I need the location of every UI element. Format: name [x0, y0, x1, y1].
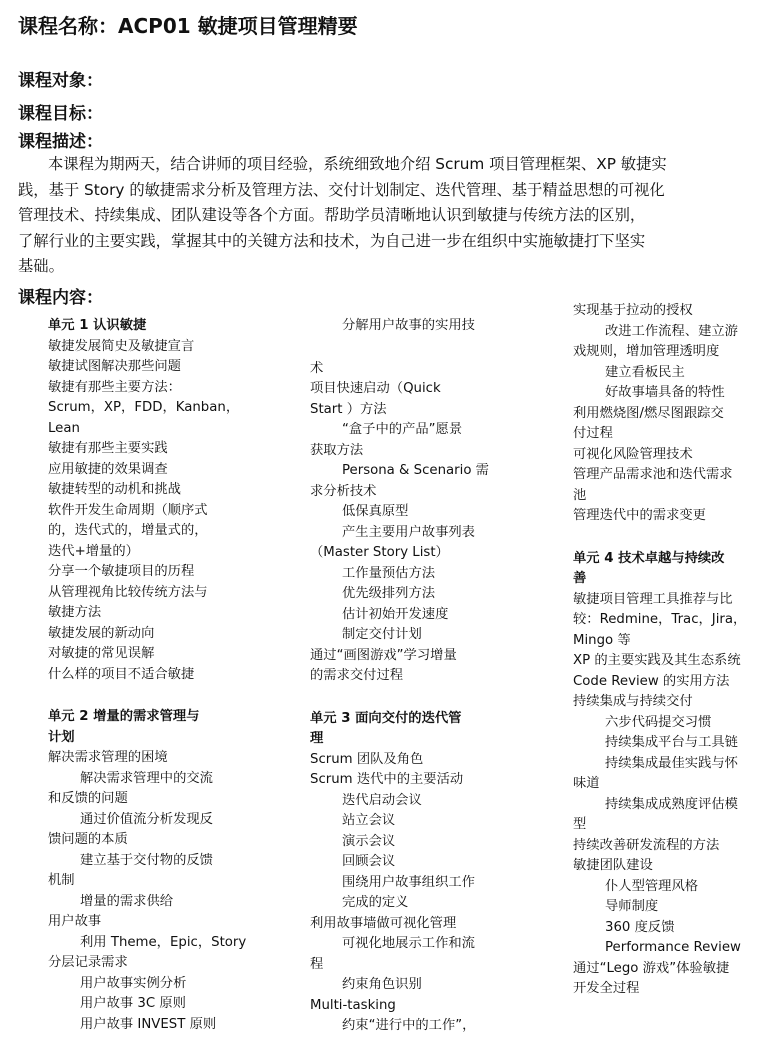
outline-item: 360 度反馈 — [605, 919, 675, 935]
unit-heading: 理 — [310, 731, 324, 746]
outline-item: 管理迭代中的需求变更 — [573, 508, 706, 523]
unit-heading: 善 — [573, 571, 587, 586]
outline-item: 馈问题的本质 — [48, 832, 128, 847]
outline-item: 解决需求管理的困境 — [48, 750, 168, 765]
outline-item: 可视化地展示工作和流 — [342, 936, 475, 951]
outline-item: 改进工作流程、建立游 — [605, 323, 738, 339]
outline-item: 迭代+增量的） — [48, 543, 139, 559]
outline-item: 敏捷项目管理工具推荐与比 — [573, 591, 733, 607]
outline-item: 优先级排列方法 — [342, 586, 436, 601]
unit-heading: 单元 1 认识敏捷 — [48, 318, 147, 333]
outline-item: 约束角色识别 — [342, 977, 422, 992]
outline-item: 产生主要用户故事列表 — [342, 524, 475, 540]
outline-item: Persona & Scenario 需 — [342, 463, 489, 478]
unit-heading: 单元 4 技术卓越与持续改 — [573, 550, 725, 566]
outline-item: 好故事墙具备的特性 — [605, 385, 725, 400]
outline-item: Scrum 团队及角色 — [310, 751, 424, 767]
section-spacer — [310, 337, 505, 359]
unit-heading: 单元 2 增量的需求管理与 — [48, 709, 200, 724]
outline-item: 建立基于交付物的反馈 — [80, 852, 213, 868]
outline-item: Performance Review — [605, 940, 741, 955]
outline-item: 解决需求管理中的交流 — [80, 770, 213, 786]
outline-item: Multi-tasking — [310, 997, 396, 1013]
outline-item: 的需求交付过程 — [310, 668, 404, 683]
objective-heading: 课程目标： — [18, 104, 103, 124]
outline-item: 求分析技术 — [310, 483, 377, 499]
outline-item: 通过价值流分析发现反 — [80, 811, 213, 827]
outline-item: Scrum，XP，FDD，Kanban， — [48, 400, 240, 415]
outline-item: 用户故事 INVEST 原则 — [80, 1016, 217, 1032]
outline-item: 付过程 — [573, 426, 613, 441]
description-line: 本课程为期两天，结合讲师的项目经验，系统细致地介绍 Scrum 项目管理框架、XP 敏捷实 — [48, 155, 667, 173]
outline-item: 程 — [310, 956, 324, 972]
outline-item: 利用燃烧图/燃尽图跟踪交 — [573, 405, 724, 421]
outline-item: 围绕用户故事组织工作 — [342, 874, 475, 890]
outline-item: 实现基于拉动的授权 — [573, 303, 693, 318]
outline-item: 通过“Lego 游戏”体验敏捷 — [573, 960, 730, 976]
content-heading: 课程内容： — [18, 288, 103, 308]
outline-item: 持续集成平台与工具链 — [605, 735, 738, 750]
outline-item: 持续集成与持续交付 — [573, 694, 693, 709]
outline-item: 和反馈的问题 — [48, 791, 128, 806]
outline-item: 获取方法 — [310, 442, 364, 458]
content-column-3 — [573, 301, 771, 1000]
outline-item: 什么样的项目不适合敏捷 — [48, 666, 195, 682]
outline-item: 敏捷有那些主要实践 — [48, 441, 168, 456]
outline-item: 导师制度 — [605, 899, 659, 914]
outline-item: 开发全过程 — [573, 981, 640, 996]
outline-item: 术 — [310, 360, 324, 376]
course-title: 课程名称：ACP01 敏捷项目管理精要 — [18, 14, 358, 38]
outline-item: 工作量预估方法 — [342, 565, 436, 581]
outline-item: 分层记录需求 — [48, 955, 128, 970]
outline-item: XP 的主要实践及其生态系统 — [573, 653, 741, 668]
outline-item: 六步代码提交习惯 — [605, 714, 712, 730]
outline-item: 项目快速启动（Quick — [310, 381, 441, 396]
outline-item: 从管理视角比较传统方法与 — [48, 584, 208, 600]
outline-item: 增量的需求供给 — [80, 893, 174, 909]
outline-item: 敏捷转型的动机和挑战 — [48, 482, 181, 497]
outline-item: 回顾会议 — [342, 854, 396, 869]
section-spacer — [573, 527, 771, 549]
course-description — [18, 152, 770, 280]
outline-item: 估计初始开发速度 — [342, 606, 449, 622]
outline-item: 敏捷方法 — [48, 605, 102, 620]
outline-item: 约束“进行中的工作”， — [342, 1018, 476, 1033]
description-line: 管理技术、持续集成、团队建设等各个方面。帮助学员清晰地认识到敏捷与传统方法的区别， — [18, 206, 646, 224]
outline-item: 软件开发生命周期（顺序式 — [48, 502, 208, 518]
section-spacer — [310, 687, 505, 709]
outline-item: 站立会议 — [342, 813, 396, 828]
description-line: 基础。 — [18, 257, 64, 275]
outline-item: Lean — [48, 420, 80, 436]
outline-item: 分解用户故事的实用技 — [342, 318, 475, 333]
outline-item: 敏捷发展的新动向 — [48, 625, 155, 641]
audience-heading: 课程对象： — [18, 71, 103, 91]
outline-item: 敏捷试图解决那些问题 — [48, 359, 181, 374]
outline-item: （Master Story List） — [310, 545, 449, 560]
outline-item: 持续集成最佳实践与怀 — [605, 755, 738, 771]
outline-item: 仆人型管理风格 — [605, 878, 699, 894]
outline-item: 对敏捷的常见误解 — [48, 646, 155, 661]
outline-item: 敏捷发展简史及敏捷宣言 — [48, 338, 195, 354]
outline-item: 建立看板民主 — [605, 364, 685, 380]
outline-item: 型 — [573, 817, 587, 832]
outline-item: 机制 — [48, 873, 75, 888]
outline-item: 敏捷团队建设 — [573, 858, 653, 873]
outline-item: 制定交付计划 — [342, 627, 422, 642]
outline-item: 戏规则，增加管理透明度 — [573, 344, 720, 359]
description-line: 践，基于 Story 的敏捷需求分析及管理方法、交付计划制定、迭代管理、基于精益思想的可视化 — [18, 180, 665, 199]
content-column-1 — [48, 316, 258, 1035]
outline-item: 用户故事实例分析 — [80, 975, 187, 991]
unit-heading: 计划 — [48, 729, 75, 745]
outline-item: 可视化风险管理技术 — [573, 446, 693, 462]
outline-item: 利用 Theme，Epic，Story — [80, 934, 247, 950]
outline-item: Mingo 等 — [573, 632, 631, 648]
outline-item: Scrum 迭代中的主要活动 — [310, 772, 464, 787]
description-line: 了解行业的主要实践，掌握其中的关键方法和技术，为自己进一步在组织中实施敏捷打下坚实 — [18, 231, 646, 250]
section-spacer — [48, 685, 258, 707]
outline-item: 持续集成成熟度评估模 — [605, 796, 738, 812]
outline-item: 管理产品需求池和迭代需求 — [573, 467, 733, 482]
outline-item: Code Review 的实用方法 — [573, 673, 730, 689]
outline-item: 用户故事 3C 原则 — [80, 996, 186, 1011]
outline-item: 演示会议 — [342, 833, 396, 849]
outline-item: 持续改善研发流程的方法 — [573, 837, 720, 853]
outline-item: 迭代启动会议 — [342, 792, 422, 808]
description-heading: 课程描述： — [18, 132, 103, 152]
outline-item: 味道 — [573, 776, 600, 791]
outline-item: 应用敏捷的效果调查 — [48, 461, 168, 477]
outline-item: 低保真原型 — [342, 504, 409, 519]
outline-item: 分享一个敏捷项目的历程 — [48, 564, 195, 579]
outline-item: 的，迭代式的，增量式的， — [48, 523, 208, 538]
outline-item: 池 — [573, 487, 587, 503]
outline-item: 敏捷有那些主要方法： — [48, 379, 181, 395]
outline-item: 利用故事墙做可视化管理 — [310, 915, 457, 931]
outline-item: 较：Redmine，Trac，Jira， — [573, 612, 747, 627]
outline-item: 通过“画图游戏”学习增量 — [310, 647, 457, 663]
unit-heading: 单元 3 面向交付的迭代管 — [310, 710, 462, 726]
outline-item: “盒子中的产品”愿景 — [342, 422, 463, 437]
content-column-2 — [310, 316, 505, 1037]
outline-item: 完成的定义 — [342, 895, 409, 910]
outline-item: Start ）方法 — [310, 401, 387, 417]
outline-item: 用户故事 — [48, 914, 102, 929]
